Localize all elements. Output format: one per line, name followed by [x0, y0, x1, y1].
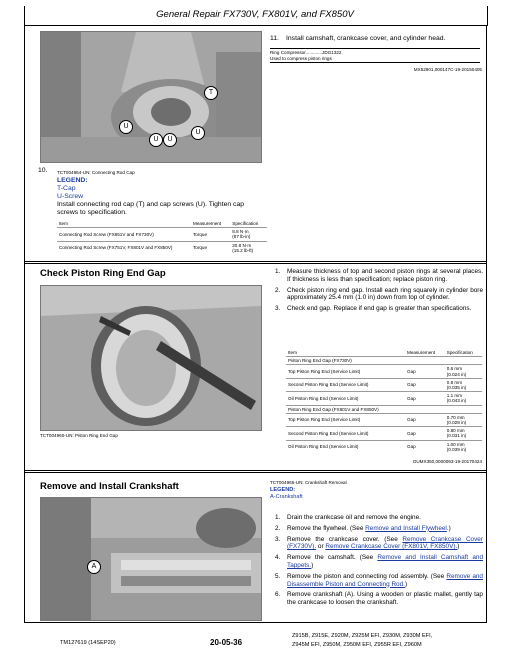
table-cell	[445, 365, 482, 378]
footer-models-line2: Z945M EFI, Z950M, Z950M EFI, Z955R EFI, Z960M	[292, 642, 422, 648]
step-text	[287, 554, 483, 570]
table-cell	[230, 228, 267, 241]
step-text	[287, 525, 483, 533]
table-cell: Gap	[405, 392, 445, 405]
table-header: Item	[59, 221, 68, 226]
frame-left	[24, 25, 25, 622]
step-number: 6.	[275, 591, 281, 599]
frame-right	[486, 25, 487, 622]
table-cell	[445, 413, 482, 426]
step-text: Remove crankshaft (A). Using a wooden or plastic mallet, gently tap the crankcase to loosen the crankshaft.	[287, 591, 483, 607]
step-number: 2.	[275, 286, 281, 294]
spec-value: 20.8 N·m	[232, 242, 252, 248]
step-number: 5.	[275, 572, 281, 580]
section-title-piston-ring: Check Piston Ring End Gap	[40, 268, 166, 279]
step-number: 1.	[275, 268, 281, 275]
footer-models-line1: Z915B, Z915E, Z920M, Z925M EFI, Z930M, Z930M EFI,	[292, 633, 433, 639]
table-header-row	[57, 220, 267, 228]
step-text-part: .)	[446, 524, 451, 532]
callout-u-right: U	[191, 126, 205, 140]
table-row	[286, 427, 482, 440]
table-cell: Connecting Rod Screw (FX751V, FX801V and FX850V)	[57, 241, 191, 254]
spec-value: 0.70 mm	[446, 414, 465, 420]
step11-number: 11.	[270, 35, 279, 42]
table-row	[57, 241, 267, 254]
list-item	[275, 573, 483, 589]
crankshaft-photo	[40, 497, 262, 621]
spec-value-alt: (0.024 in)	[446, 371, 467, 377]
spec-value-alt: (0.035 in)	[446, 385, 467, 391]
table-header: Item	[288, 350, 297, 355]
table-cell: Top Piston Ring End (Service Limit)	[286, 413, 405, 426]
table-header: Specification	[232, 221, 259, 226]
table-cell	[230, 241, 267, 254]
piston-ring-ref: OUMX350,0000093-19-20170424	[412, 459, 482, 464]
section-divider-2b	[24, 472, 487, 473]
piston-ring-image-caption: TCT004960-UN: Piston Ring End Gap	[40, 433, 118, 438]
list-item	[275, 536, 483, 552]
legend-label: Cap	[63, 185, 76, 192]
list-item	[275, 287, 483, 303]
footer-doc-id: TM127619 (14SEP20)	[60, 640, 116, 646]
crankshaft-legend-item	[270, 494, 303, 501]
step-number: 3.	[275, 305, 281, 313]
spec-value: 0.80 mm	[446, 428, 465, 434]
crankshaft-legend-title: LEGEND:	[270, 487, 296, 493]
table-header-row	[286, 349, 482, 357]
legend-label: Screw	[64, 193, 84, 200]
step-text-part: Remove the crankcase cover. (See	[287, 535, 403, 543]
section-title-crankshaft: Remove and Install Crankshaft	[40, 481, 179, 492]
link-flywheel[interactable]: Remove and Install Flywheel	[365, 524, 447, 532]
link-crankcase-cover-fx801v[interactable]: Remove Crankcase Cover (FX801V, FX850V).	[325, 543, 458, 551]
legend-label: Crankshaft	[275, 494, 303, 500]
step-text-part: )	[311, 561, 314, 569]
table-cell: Piston Ring End Gap (FX801V and FX850V)	[286, 405, 482, 413]
link-crankcase-cover-fx730v[interactable]: Remove Crankcase Cover (FX730V).	[287, 535, 483, 551]
table-cell	[445, 378, 482, 391]
step-text: Check end gap. Replace if end gap is greater than specifications.	[287, 305, 472, 313]
callout-t: T	[204, 86, 218, 100]
legend-key: A-	[270, 494, 276, 500]
spec-value-alt: (87 lb-in)	[232, 234, 251, 240]
step-text-part: Remove the piston and connecting rod assembly. (See	[287, 572, 447, 580]
section-divider-1	[24, 261, 487, 262]
section-divider-2	[24, 470, 487, 471]
step10-legend-title: LEGEND:	[57, 177, 88, 184]
step-number: 4.	[275, 554, 281, 562]
table-cell	[445, 440, 482, 453]
link-camshaft[interactable]: Remove and Install Camshaft and Tappets.	[287, 554, 483, 569]
spec-value: 1.00 mm	[446, 441, 465, 447]
table-cell: Oil Piston Ring End (Service Limit)	[286, 440, 405, 453]
step11-text: Install camshaft, crankcase cover, and cylinder head.	[286, 35, 446, 42]
table-cell: Gap	[405, 365, 445, 378]
table-cell: Torque	[191, 241, 230, 254]
table-cell	[445, 392, 482, 405]
footer-page-number: 20-05-36	[210, 638, 243, 647]
crankshaft-image-id: TCT004965-UN: Crankshaft Removal	[270, 480, 347, 485]
table-cell: Second Piston Ring End (Service Limit)	[286, 378, 405, 391]
table-header: Measurement	[407, 350, 436, 355]
table-cell	[445, 427, 482, 440]
table-cell: Second Piston Ring End (Service Limit)	[286, 427, 405, 440]
step-text-part: )	[404, 580, 408, 588]
connecting-rod-photo	[40, 31, 262, 163]
spec-value: 0.8 mm	[446, 379, 463, 385]
spec-value: 8.8 N·m	[232, 229, 249, 235]
list-item	[275, 591, 483, 607]
piston-ring-steps	[275, 268, 483, 316]
step-text	[287, 573, 483, 589]
table-row	[286, 378, 482, 391]
spec-value-alt: (0.043 in)	[446, 398, 467, 404]
callout-a: A	[87, 560, 101, 574]
table-cell: Top Piston Ring End (Service Limit)	[286, 365, 405, 378]
footer-rule	[24, 622, 487, 623]
legend-key: U-	[57, 193, 65, 200]
cylinder-illustration	[41, 286, 261, 430]
section-divider-1b	[24, 263, 487, 264]
spec-value-alt: (0.039 in)	[446, 446, 467, 452]
table-row	[57, 228, 267, 241]
ring-gap-spec-table	[286, 349, 482, 453]
spec-value-alt: (15.2 lb-ft)	[232, 247, 254, 253]
list-item	[275, 305, 483, 313]
tool-box	[270, 48, 480, 63]
table-cell: Oil Piston Ring End (Service Limit)	[286, 392, 405, 405]
step-number: 1.	[275, 514, 281, 521]
table-row	[286, 392, 482, 405]
step-text: Drain the crankcase oil and remove the engine.	[287, 514, 421, 521]
step-number: 2.	[275, 524, 281, 532]
spec-value: 0.6 mm	[446, 366, 463, 372]
legend-key: T-	[57, 185, 64, 192]
step10-number: 10.	[38, 167, 48, 174]
table-row	[286, 413, 482, 426]
table-cell: Torque	[191, 228, 230, 241]
callout-u-mid2: U	[163, 133, 177, 147]
step11-ref: MX52901,000147C-19-20150405	[413, 67, 482, 72]
table-cell: Gap	[405, 427, 445, 440]
list-item	[275, 514, 483, 522]
step-text: Check piston ring end gap. Install each ring squarely in cylinder bore approximately 25.4 mm (1.0 in) down from top of cylinder.	[287, 286, 483, 302]
step-text-part: )	[457, 543, 460, 551]
step-text-part: Remove the camshaft. (See	[287, 554, 378, 562]
piston-ring-photo	[40, 285, 262, 431]
step10-image-id: TCT004964-UN: Connecting Rod Cap	[57, 170, 135, 175]
table-row	[286, 440, 482, 453]
table-cell: Gap	[405, 413, 445, 426]
torque-spec-table	[57, 220, 267, 254]
table-header: Measurement	[193, 221, 222, 226]
callout-u-left: U	[119, 120, 133, 134]
table-group-row	[286, 405, 482, 413]
tool-box-line1: Ring Compressor.............JDG1322	[270, 50, 342, 55]
callout-u-mid1: U	[149, 133, 163, 147]
table-cell: Gap	[405, 440, 445, 453]
table-cell: Gap	[405, 378, 445, 391]
table-cell: Piston Ring End Gap (FX730V)	[286, 357, 482, 365]
step-text-part: Remove the flywheel. (See	[287, 524, 366, 532]
link-piston-rod[interactable]: Remove and Disassemble Piston and Connecting Rod.	[287, 572, 483, 588]
table-cell: Connecting Rod Screw (FX851V and FX730V)	[57, 228, 191, 241]
spec-value: 1.1 mm	[446, 393, 463, 399]
list-item	[275, 268, 483, 284]
list-item	[275, 554, 483, 570]
table-row	[286, 365, 482, 378]
list-item	[275, 525, 483, 533]
step-text	[287, 536, 483, 552]
step-text: Measure thickness of top and second piston rings at several places. If thickness is less than specification; replace piston ring.	[287, 268, 483, 283]
crankshaft-steps	[275, 514, 483, 610]
tool-box-line2: Used to compress piston rings	[270, 55, 332, 61]
table-group-row	[286, 357, 482, 365]
step-number: 3.	[275, 535, 281, 543]
step10-instruction: Install connecting rod cap (T) and cap screws (U). Tighten cap screws to specification.	[57, 201, 245, 217]
crankshaft-illustration	[41, 498, 261, 620]
step-text-part: or	[316, 543, 326, 551]
spec-value-alt: (0.028 in)	[446, 420, 467, 426]
spec-value-alt: (0.031 in)	[446, 433, 467, 439]
page-title: General Repair FX730V, FX801V, and FX850V	[156, 9, 354, 20]
table-header: Specification	[446, 350, 473, 355]
